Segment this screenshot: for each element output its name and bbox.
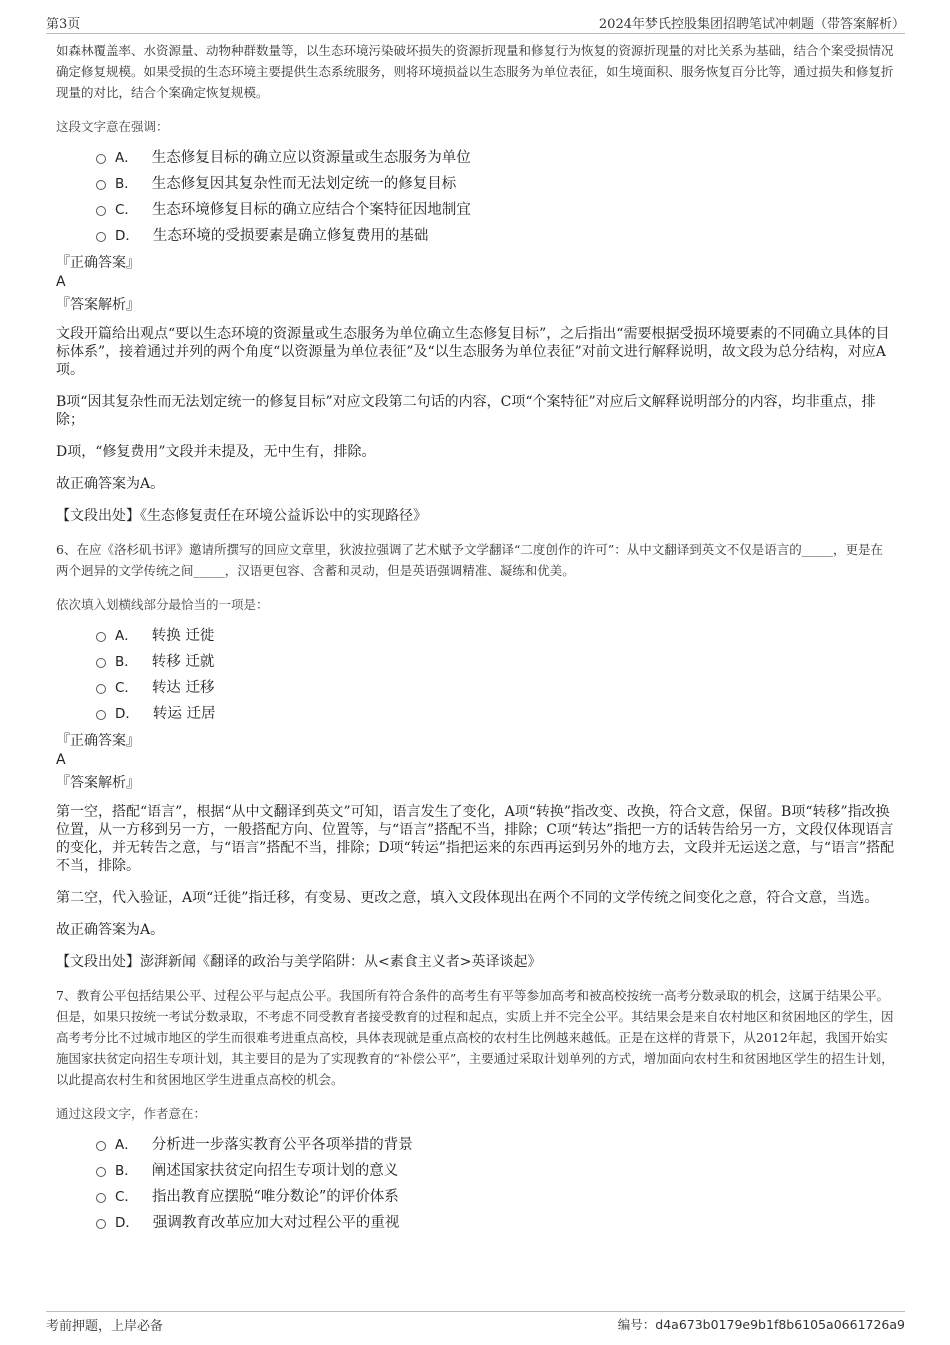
analysis-paragraph: D项，“修复费用”文段并未提及，无中生有，排除。 — [56, 444, 376, 460]
radio-icon[interactable] — [96, 1219, 106, 1229]
document-code: 编号：d4a673b0179e9b1f8b6105a0661726a9 — [617, 1317, 905, 1332]
option-c[interactable]: C． 转达 迁移 — [96, 675, 895, 701]
radio-icon[interactable] — [96, 658, 106, 668]
analysis-heading: 『答案解析』 — [56, 775, 140, 791]
option-b[interactable]: B． 生态修复因其复杂性而无法划定统一的修复目标 — [96, 171, 895, 197]
question-5-options — [96, 145, 895, 249]
radio-icon[interactable] — [96, 710, 106, 720]
page-footer — [46, 1311, 905, 1336]
question-7-prompt: 通过这段文字，作者意在： — [56, 1106, 207, 1121]
document-title: 2024年梦氏控股集团招聘笔试冲刺题（带答案解析） — [598, 17, 905, 32]
answer-heading: 『正确答案』 — [56, 255, 140, 271]
question-6-options — [96, 623, 895, 727]
analysis-heading: 『答案解析』 — [56, 297, 140, 313]
radio-icon[interactable] — [96, 1193, 106, 1203]
analysis-paragraph: B项“因其复杂性而无法划定统一的修复目标”对应文段第二句话的内容，C项“个案特征”对应后文解释说明部分的内容，均非重点，排除； — [56, 394, 876, 428]
source-citation: 【文段出处】澎湃新闻《翻译的政治与美学陷阱：从<素食主义者>英译谈起》 — [56, 954, 542, 970]
answer-value: A — [56, 274, 66, 290]
question-6-passage: 6、在应《洛杉矶书评》邀请所撰写的回应文章里，狄波拉强调了艺术赋予文学翻译“二度创作的许可”：从中文翻译到英文不仅是语言的_____，更是在两个迥异的文学传统之间_____，汉语更包容、含蓄和灵动，但是英语强调精准、凝练和优美。 — [56, 542, 883, 578]
radio-icon[interactable] — [96, 232, 106, 242]
page-header — [46, 10, 905, 34]
page-content — [56, 40, 895, 1236]
footer-slogan: 考前押题，上岸必备 — [46, 1319, 164, 1334]
radio-icon[interactable] — [96, 632, 106, 642]
question-6 — [56, 539, 895, 971]
option-a[interactable]: A． 分析进一步落实教育公平各项举措的背景 — [96, 1132, 895, 1158]
analysis-paragraph: 文段开篇给出观点“要以生态环境的资源量或生态服务为单位确立生态修复目标”，之后指出“需要根据受损环境要素的不同确立具体的目标体系”，接着通过并列的两个角度“以资源量为单位表征”及“以生态服务为单位表征”对前文进行解释说明，故文段为总分结构，对应A项。 — [56, 326, 890, 378]
question-7-passage: 7、教育公平包括结果公平、过程公平与起点公平。我国所有符合条件的高考生有平等参加高考和被高校按统一高考分数录取的机会，这属于结果公平。但是，如果只按统一考试分数录取，不考虑不同受教育者接受教育的过程和起点，实质上并不完全公平。其结果会是来自农村地区和贫困地区的学生，因高考考分比不过城市地区的学生而很难考进重点高校，具体表现就是重点高校的农村生比例越来越低。正是在这样的背景下，从2012年起，我国开始实施国家扶贫定向招生专项计划，其主要目的是为了实现教育的“补偿公平”，主要通过采取计划单列的方式，增加面向农村生和贫困地区学生的招生计划，以此提高农村生和贫困地区学生进重点高校的机会。 — [56, 988, 894, 1087]
analysis-paragraph: 故正确答案为A。 — [56, 922, 165, 938]
option-d[interactable]: D． 生态环境的受损要素是确立修复费用的基础 — [96, 223, 895, 249]
page-number: 第3页 — [46, 17, 81, 32]
option-a[interactable]: A． 生态修复目标的确立应以资源量或生态服务为单位 — [96, 145, 895, 171]
question-5 — [56, 40, 895, 525]
radio-icon[interactable] — [96, 206, 106, 216]
analysis-paragraph: 第一空，搭配“语言”，根据“从中文翻译到英文”可知，语言发生了变化，A项“转换”指改变、改换，符合文意，保留。B项“转移”指改换位置，从一方移到另一方，一般搭配方向、位置等，与“语言”搭配不当，排除；C项“转达”指把一方的话转告给另一方，文段仅体现语言的变化，并无转告之意，与“语言”搭配不当，排除；D项“转运”指把运来的东西再运到另外的地方去，文段并无运送之意，与“语言”搭配不当，排除。 — [56, 804, 895, 874]
option-d[interactable]: D． 转运 迁居 — [96, 701, 895, 727]
question-7 — [56, 985, 895, 1236]
radio-icon[interactable] — [96, 1141, 106, 1151]
question-7-options — [96, 1132, 895, 1236]
option-b[interactable]: B． 转移 迁就 — [96, 649, 895, 675]
option-c[interactable]: C． 生态环境修复目标的确立应结合个案特征因地制宜 — [96, 197, 895, 223]
question-5-prompt: 这段文字意在强调： — [56, 119, 169, 134]
option-b[interactable]: B． 阐述国家扶贫定向招生专项计划的意义 — [96, 1158, 895, 1184]
analysis-paragraph: 故正确答案为A。 — [56, 476, 165, 492]
question-5-passage: 如森林覆盖率、水资源量、动物种群数量等，以生态环境污染破坏损失的资源折现量和修复行为恢复的资源折现量的对比关系为基础，结合个案受损情况确定修复规模。如果受损的生态环境主要提供生态系统服务，则将环境损益以生态服务为单位表征，如生境面积、服务恢复百分比等，通过损失和修复折现量的对比，结合个案确定恢复规模。 — [56, 43, 894, 100]
answer-value: A — [56, 752, 66, 768]
radio-icon[interactable] — [96, 684, 106, 694]
answer-heading: 『正确答案』 — [56, 733, 140, 749]
question-6-prompt: 依次填入划横线部分最恰当的一项是： — [56, 597, 269, 612]
analysis-paragraph: 第二空，代入验证，A项“迁徙”指迁移，有变易、更改之意，填入文段体现出在两个不同的文学传统之间变化之意，符合文意，当选。 — [56, 890, 879, 906]
radio-icon[interactable] — [96, 180, 106, 190]
radio-icon[interactable] — [96, 1167, 106, 1177]
option-a[interactable]: A． 转换 迁徙 — [96, 623, 895, 649]
source-citation: 【文段出处】《生态修复责任在环境公益诉讼中的实现路径》 — [56, 508, 427, 524]
option-c[interactable]: C． 指出教育应摆脱“唯分数论”的评价体系 — [96, 1184, 895, 1210]
option-d[interactable]: D． 强调教育改革应加大对过程公平的重视 — [96, 1210, 895, 1236]
radio-icon[interactable] — [96, 154, 106, 164]
